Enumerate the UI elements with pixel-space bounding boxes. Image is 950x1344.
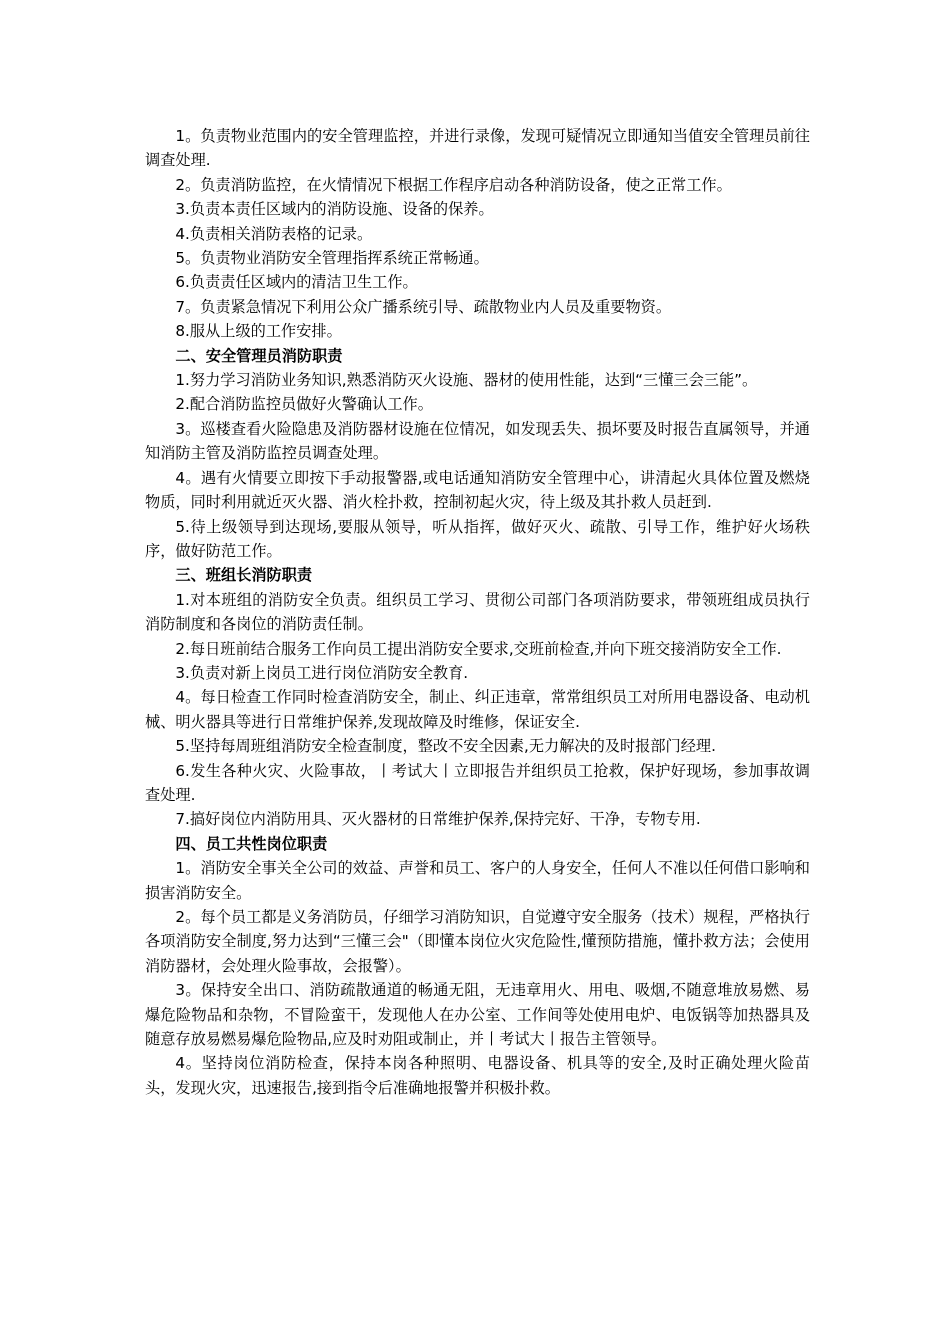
paragraph: 3。保持安全出口、消防疏散通道的畅通无阻，无违章用火、用电、吸烟,不随意堆放易燃、易爆危险物品和杂物，不冒险蛮干，发现他人在办公室、工作间等处使用电炉、电饭锅等加热器具及随意存放易燃易爆危险物品,应及时劝阻或制止，并丨考试大丨报告主管领导。	[145, 981, 810, 1049]
paragraph: 1。负责物业范围内的安全管理监控，并进行录像，发现可疑情况立即通知当值安全管理员前往调查处理.	[145, 127, 810, 170]
paragraph: 6.发生各种火灾、火险事故，丨考试大丨立即报告并组织员工抢救，保护好现场，参加事故调查处理.	[145, 761, 810, 804]
paragraph: 1.对本班组的消防安全负责。组织员工学习、贯彻公司部门各项消防要求，带领班组成员执行消防制度和各岗位的消防责任制。	[145, 590, 810, 634]
paragraph: 4。遇有火情要立即按下手动报警器,或电话通知消防安全管理中心，讲清起火具体位置及燃烧物质，同时利用就近灭火器、消火栓扑救，控制初起火灾，待上级及其扑救人员赶到.	[145, 468, 810, 512]
paragraph: 4。坚持岗位消防检查，保持本岗各种照明、电器设备、机具等的安全,及时正确处理火险苗头，发现火灾，迅速报告,接到指令后准确地报警并积极扑救。	[145, 1054, 810, 1097]
paragraph: 1。消防安全事关全公司的效益、声誉和员工、客户的人身安全，任何人不准以任何借口影响和损害消防安全。	[145, 859, 810, 902]
document-body	[145, 124, 810, 1100]
paragraph: 5.坚持每周班组消防安全检查制度，整改不安全因素,无力解决的及时报部门经理.	[175, 737, 716, 756]
section-heading: 三、班组长消防职责	[175, 566, 313, 585]
paragraph: 3.负责对新上岗员工进行岗位消防安全教育.	[175, 663, 469, 682]
paragraph: 1.努力学习消防业务知识,熟悉消防灭火设施、器材的使用性能，达到“三懂三会三能”。	[175, 371, 758, 390]
paragraph: 2。负责消防监控，在火情情况下根据工作程序启动各种消防设备，使之正常工作。	[175, 175, 732, 194]
paragraph: 2.每日班前结合服务工作向员工提出消防安全要求,交班前检查,并向下班交接消防安全工作.	[175, 639, 782, 658]
paragraph: 6.负责责任区域内的清洁卫生工作。	[175, 273, 418, 292]
paragraph: 4。每日检查工作同时检查消防安全，制止、纠正违章，常常组织员工对所用电器设备、电动机械、明火器具等进行日常维护保养,发现故障及时维修，保证安全.	[145, 688, 810, 731]
paragraph: 3.负责本责任区域内的消防设施、设备的保养。	[175, 200, 494, 219]
paragraph: 5.待上级领导到达现场,要服从领导，听从指挥，做好灭火、疏散、引导工作，维护好火场秩序，做好防范工作。	[145, 517, 810, 560]
paragraph: 2。每个员工都是义务消防员，仔细学习消防知识，自觉遵守安全服务（技术）规程，严格执行各项消防安全制度,努力达到“三懂三会"（即懂本岗位火灾危险性,懂预防措施，懂扑救方法；会使用消防器材，会处理火险事故，会报警）。	[145, 908, 810, 975]
paragraph: 7.搞好岗位内消防用具、灭火器材的日常维护保养,保持完好、干净，专物专用.	[175, 810, 701, 829]
paragraph: 8.服从上级的工作安排。	[175, 322, 342, 341]
paragraph: 3。巡楼查看火险隐患及消防器材设施在位情况，如发现丢失、损坏要及时报告直属领导，并通知消防主管及消防监控员调查处理。	[145, 419, 810, 463]
paragraph: 4.负责相关消防表格的记录。	[175, 224, 373, 243]
paragraph: 2.配合消防监控员做好火警确认工作。	[175, 395, 433, 414]
section-heading: 四、员工共性岗位职责	[175, 834, 328, 853]
paragraph: 7。负责紧急情况下利用公众广播系统引导、疏散物业内人员及重要物资。	[175, 297, 672, 316]
section-heading: 二、安全管理员消防职责	[175, 346, 343, 365]
paragraph: 5。负责物业消防安全管理指挥系统正常畅通。	[175, 249, 489, 268]
